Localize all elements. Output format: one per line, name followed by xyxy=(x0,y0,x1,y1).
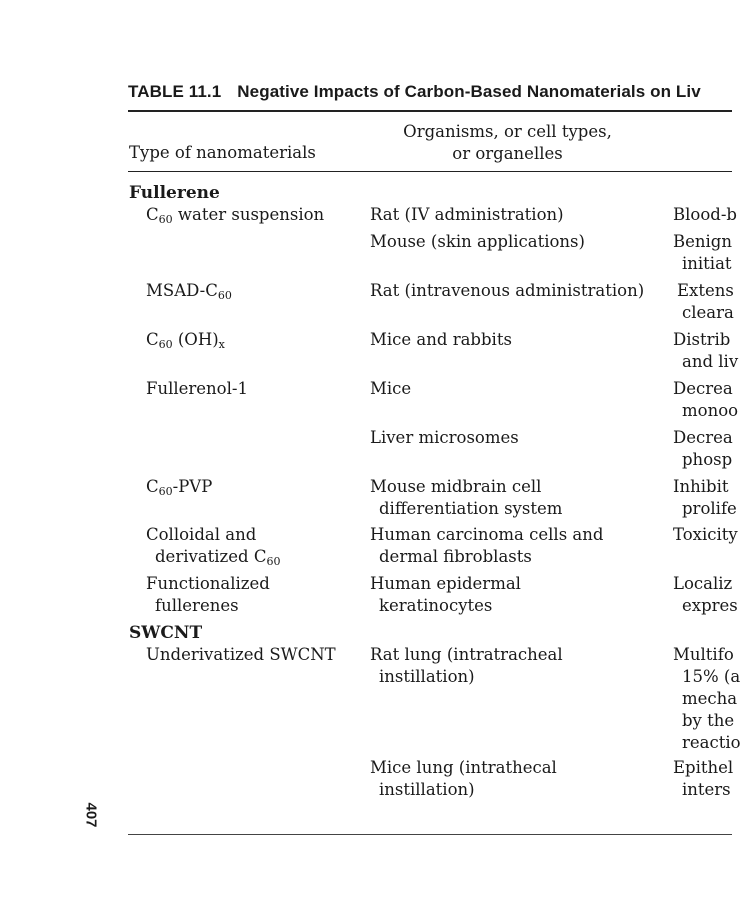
page-number: 407 xyxy=(82,802,100,828)
table-number: TABLE 11.1 xyxy=(128,82,222,101)
table-caption xyxy=(128,82,701,102)
nanomaterial-c60-pvp: $C_{60}$-PVP xyxy=(146,477,213,498)
organism-cell: Mouse (skin applications) xyxy=(370,232,585,251)
organism-cell: Rat (IV administration) xyxy=(370,205,564,224)
nanomaterial-msad-c60: MSAD-$C_{60}$ xyxy=(146,281,232,302)
nanomaterial-fullerenol: Fullerenol-1 xyxy=(146,379,248,398)
header-organisms-line1: Organisms, or cell types, xyxy=(403,122,612,141)
table-title: Negative Impacts of Carbon-Based Nanomaterials on Liv xyxy=(237,82,701,101)
section-swcnt: SWCNT xyxy=(129,623,203,643)
effect-cell: Decrea monoo xyxy=(673,379,739,420)
nanomaterial-colloidal: Colloidal and derivatized $C_{60}$ xyxy=(146,525,281,568)
organism-cell: Mice lung (intrathecal instillation) xyxy=(370,758,557,799)
nanomaterial-c60-water: $C_{60}$ water suspension xyxy=(146,205,325,226)
organism-cell: Liver microsomes xyxy=(370,428,519,447)
organism-cell: Mouse midbrain cell differentiation system xyxy=(370,477,563,518)
effect-cell: Extens cleara xyxy=(677,281,734,322)
header-organisms xyxy=(365,121,650,165)
organism-cell: Rat (intravenous administration) xyxy=(370,281,645,300)
bottom-rule xyxy=(128,834,732,835)
organism-cell: Mice and rabbits xyxy=(370,330,512,349)
section-fullerene: Fullerene xyxy=(129,183,220,203)
organism-cell: Human epidermal keratinocytes xyxy=(370,574,521,615)
effect-cell: Multifo 15% (a mecha by the reactio xyxy=(673,645,741,752)
effect-cell: Localiz expres xyxy=(673,574,738,615)
nanomaterial-c60-oh: $C_{60}$ $(OH)_x$ xyxy=(146,330,225,351)
header-rule xyxy=(128,171,732,172)
organism-cell: Mice xyxy=(370,379,412,398)
nanomaterial-functionalized: Functionalized fullerenes xyxy=(146,574,270,615)
effect-cell: Blood-b xyxy=(673,205,737,224)
organism-cell: Rat lung (intratracheal instillation) xyxy=(370,645,563,686)
header-organisms-line2: or organelles xyxy=(452,144,563,163)
effect-cell: Inhibit prolife xyxy=(673,477,737,518)
top-rule xyxy=(128,110,732,112)
effect-cell: Toxicity xyxy=(673,525,738,544)
effect-cell: Distrib and liv xyxy=(673,330,739,371)
effect-cell: Epithel inters xyxy=(673,758,734,799)
organism-cell: Human carcinoma cells and dermal fibroblasts xyxy=(370,525,604,566)
header-type-of-nanomaterials: Type of nanomaterials xyxy=(129,143,316,162)
nanomaterial-underivatized-swcnt: Underivatized SWCNT xyxy=(146,645,336,664)
effect-cell: Decrea phosp xyxy=(673,428,733,469)
effect-cell: Benign initiat xyxy=(673,232,732,273)
